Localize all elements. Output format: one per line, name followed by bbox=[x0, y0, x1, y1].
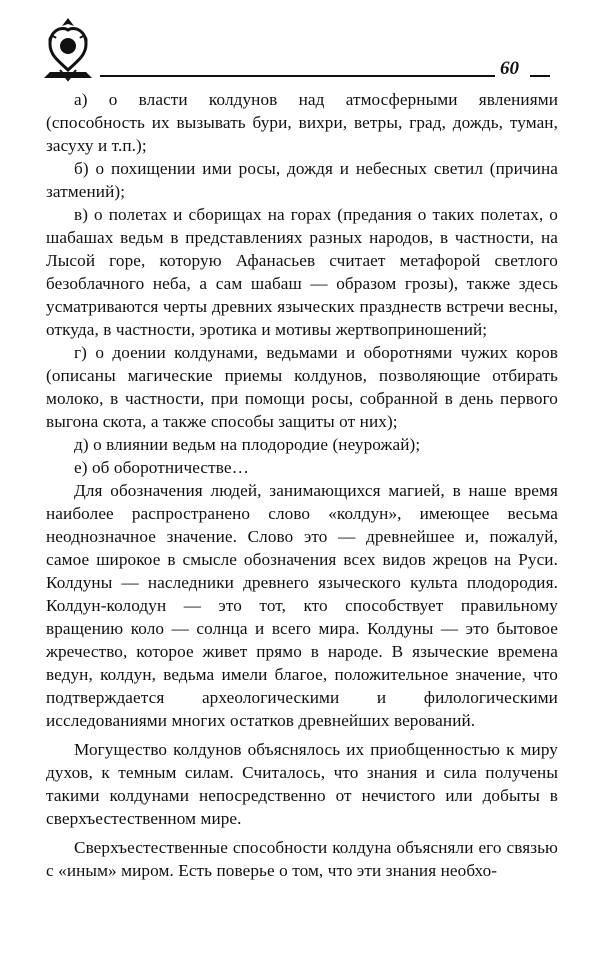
paragraph: б) о похищении ими росы, дождя и небесных светил (причина затмений); bbox=[46, 159, 558, 201]
paragraph: в) о полетах и сборищах на горах (предания о таких полетах, о шабашах ведьм в представлениях разных народов, в частности, на Лысой горе, которую Афанасьев считает метафорой светлого безоблачного неба, а сам шабаш — образом грозы), также здесь усматриваются черты древних языческих празднеств встречи весны, откуда, в частности, эротика и мотивы жертвоприношений; bbox=[46, 205, 558, 339]
page-number: 60 bbox=[500, 58, 519, 79]
paragraph: е) об оборотничестве… bbox=[74, 458, 249, 477]
header-rule-end bbox=[530, 75, 550, 77]
paragraph: Для обозначения людей, занимающихся магией, в наше время наиболее распространено слово «колдун», имеющее весьма неоднозначное значение. Слово это — древнейшее и, пожалуй, самое широкое в смысле обозначения всех видов жрецов на Руси. Колдуны — наследники древнего языческого культа плодородия. Колдун-колодун — это тот, кто способствует правильному вращению коло — солнца и всего мира. Колдуны — это бытовое жречество, которое живет прямо в народе. В языческие времена ведун, колдун, ведьма имели благое, положительное значение, что подтверждается археологическими и филологическими исследованиями многих остатков древнейших верований. bbox=[46, 481, 558, 730]
paragraph: Сверхъестественные способности колдуна объясняли его связью с «иным» миром. Есть поверье о том, что эти знания необхо- bbox=[46, 838, 558, 880]
paragraph: г) о доении колдунами, ведьмами и оборотнями чужих коров (описаны магические приемы колдунов, позволяющие отбирать молоко, в частности, при помощи росы, собранной в день первого выгона скота, а также способы защиты от них); bbox=[46, 343, 558, 431]
body-text bbox=[46, 88, 558, 882]
header-rule bbox=[100, 75, 495, 77]
paragraph: д) о влиянии ведьм на плодородие (неурожай); bbox=[74, 435, 421, 454]
paragraph: Могущество колдунов объяснялось их приобщенностью к миру духов, к темным силам. Считалось, что знания и сила получены такими колдунами непосредственно от нечистого или добыты в сверхъестественном мире. bbox=[46, 740, 558, 828]
paragraph: а) о власти колдунов над атмосферными явлениями (способность их вызывать бури, вихри, ветры, град, дождь, туман, засуху и т.п.); bbox=[46, 90, 558, 155]
ornament-icon bbox=[38, 14, 98, 84]
